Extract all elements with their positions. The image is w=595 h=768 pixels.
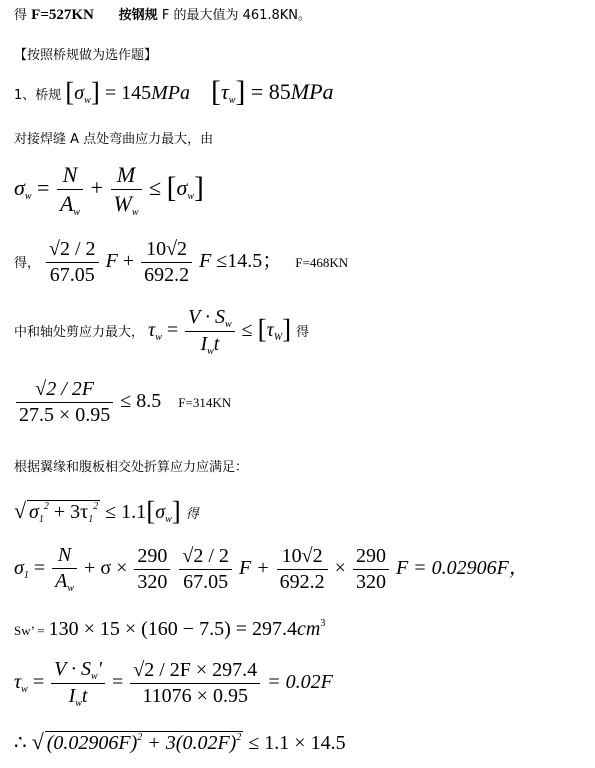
shear-formula: 中和轴处剪应力最大， $\tau_w$ = $\frac{V \cdot S_w}{I_wt}$ ≤ $[\tau_W]$ 得 (14, 306, 310, 357)
sw-formula: Sw’ = $130 \times 15 \times (160 - 7.5) = 297.4cm^3$ (14, 618, 326, 640)
shear-result: $\frac{√2 / 2F}{27.5 \times 0.95}$ ≤ 8.5 F=314KN (14, 378, 231, 427)
combined-text: 根据翼缘和腹板相交处折算应力应满足： (14, 460, 249, 475)
shear-force: F=314KN (178, 395, 232, 411)
bridge-code-prefix: 1、桥规 (14, 88, 62, 103)
max-value-text: F 的最大值为 461.8KN。 (161, 8, 312, 23)
tau-w-formula: $\tau_w$ = $\frac{V \cdot S_w'}{I_wt}$ = $\frac{√2 / 2F \times 297.4}{11076 \times 0.95}$ = 0.02F (14, 658, 333, 709)
result-line-1 (14, 4, 311, 24)
optional-heading-text: 【按照桥规做为选作题】 (14, 48, 158, 63)
bending-text: 对接焊缝 A 点处弯曲应力最大，由 (14, 132, 214, 147)
bending-force: F=468KN (295, 255, 349, 271)
text-de: 得 (14, 8, 28, 23)
sigma1-formula: $\sigma_1$ = $\frac{N}{A_w}$ + σ × $\frac{290}{320}$ $\frac{√2 / 2}{67.05}$ F + $\frac{10√2}{692.2}$ × $\frac{290}{320}$ F = 0.02906F， (14, 544, 529, 594)
combined-criterion: √ $\sigma_1^2 + 3\tau_1^2 \le 1.1[\sigma_w]$ 得 (14, 496, 199, 526)
bending-formula: $\sigma_w$ = $\frac{N}{A_w}$ + $\frac{M}{W_w}$ ≤ $[\sigma_w]$ (14, 162, 204, 218)
force-value: F=527KN (31, 7, 94, 23)
bending-result: 得， $\frac{√2 / 2}{67.05}$ F + $\frac{10√2}{692.2}$ F ≤14.5； F=468KN (14, 238, 349, 286)
final-check: ∴ √ $(0.02906F)^2 + 3(0.02F)^2 \le 1.1 \times 14.5$ (14, 729, 346, 754)
sigma-allow: $[\sigma_w] = 145MPa$ (65, 77, 190, 107)
tau-allow: $[\tau_w] = 85MPa$ (211, 76, 334, 108)
steel-code-label: 按钢规 (118, 8, 158, 23)
optional-heading (14, 44, 157, 63)
bridge-code-line (14, 76, 334, 109)
